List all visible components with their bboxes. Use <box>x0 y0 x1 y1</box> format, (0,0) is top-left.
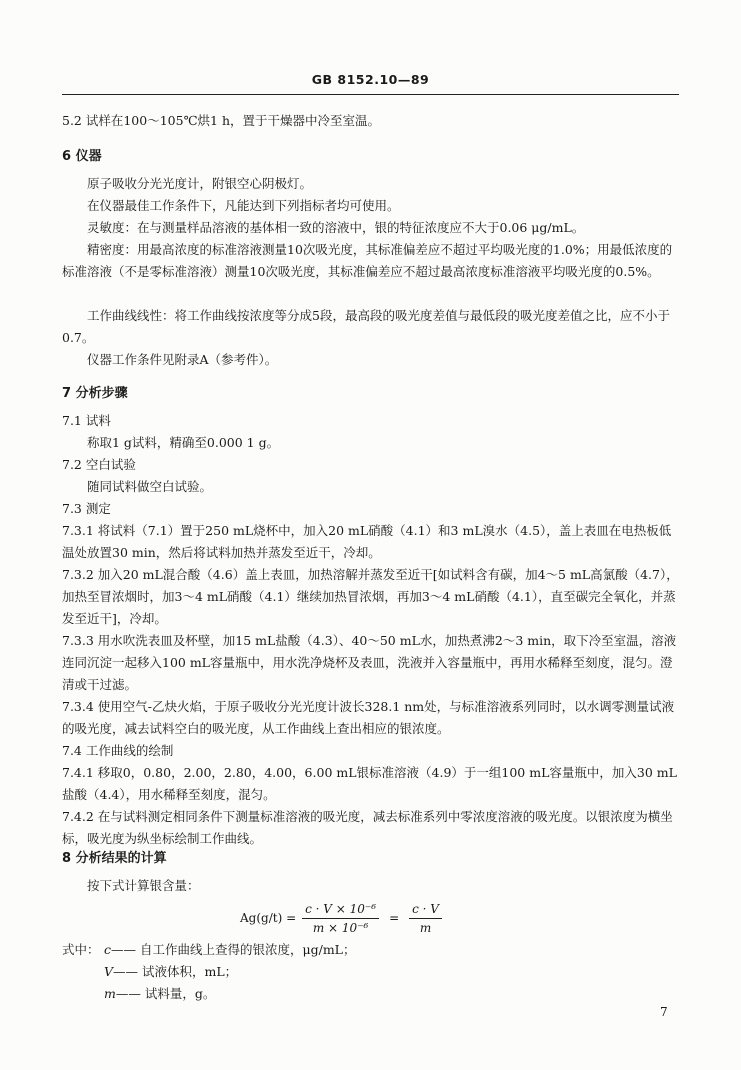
clause-7-1: 7.1 试料 <box>62 413 111 428</box>
sec6-para-2: 在仪器最佳工作条件下，凡能达到下列指标者均可使用。 <box>87 198 400 213</box>
sec8-intro: 按下式计算银含量： <box>87 878 200 893</box>
section-6-title: 6 仪器 <box>62 149 102 164</box>
clause-7-4-2: 7.4.2 在与试料测定相同条件下测量标准溶液的吸光度，减去标准系列中零浓度溶液的吸光度。以银浓度为横坐标，吸光度为纵坐标绘制工作曲线。 <box>62 809 673 846</box>
formula-fraction-1 <box>302 902 379 935</box>
formula-lhs: Ag(g/t) = <box>240 911 297 925</box>
section-8-title: 8 分析结果的计算 <box>62 851 167 866</box>
var-v-desc: —— 试液体积，mL； <box>113 964 238 979</box>
clause-7-1-text: 称取1 g试料，精确至0.000 1 g。 <box>87 435 280 450</box>
var-c-desc: —— 自工作曲线上查得的银浓度，μg/mL； <box>111 942 356 957</box>
clause-7-4-1: 7.4.1 移取0，0.80，2.00，2.80，4.00，6.00 mL银标准溶液（4.9）于一组100 mL容量瓶中，加入30 mL盐酸（4.4），用水稀释至刻度，混匀。 <box>62 765 677 802</box>
formula-denominator-1: m × 10⁻⁶ <box>312 920 369 935</box>
standard-number-header: GB 8152.10—89 <box>311 72 430 87</box>
clause-7-3-3: 7.3.3 用水吹洗表皿及杯壁，加15 mL盐酸（4.3）、40～50 mL水，加热煮沸2～3 min，取下冷至室温，溶液连同沉淀一起移入100 mL容量瓶中，用水洗净烧杯及表皿，洗液并入容量瓶中，再用水稀释至刻度，混匀。澄清或干过滤。 <box>62 633 677 692</box>
clause-5-2: 5.2 试样在100～105℃烘1 h，置于干燥器中冷至室温。 <box>62 113 381 128</box>
silver-content-formula <box>240 900 448 936</box>
var-m-symbol: m <box>104 986 116 1001</box>
clause-7-2-text: 随同试料做空白试验。 <box>87 479 213 494</box>
sec6-para-6: 仪器工作条件见附录A（参考件）。 <box>87 352 278 367</box>
formula-fraction-2 <box>409 902 442 935</box>
formula-denominator-2: m <box>419 920 432 935</box>
section-7-title: 7 分析步骤 <box>62 386 128 401</box>
var-m-desc: —— 试料量，g。 <box>115 986 216 1001</box>
where-label: 式中： <box>62 942 100 957</box>
sec6-para-5: 工作曲线线性：将工作曲线按浓度等分成5段，最高段的吸光度差值与最低段的吸光度差值之比，应不小于0.7。 <box>62 308 670 345</box>
clause-7-3-2: 7.3.2 加入20 mL混合酸（4.6）盖上表皿，加热溶解并蒸发至近干[如试料含有碳，加4～5 mL高氯酸（4.7），加热至冒浓烟时，加3～4 mL硝酸（4.1）继续加热冒浓烟，再加3～4 mL硝酸（4.1），直至碳完全氧化，并蒸发至近干]，冷却。 <box>62 567 679 626</box>
formula-numerator-2: c · V <box>409 902 442 919</box>
page-number: 7 <box>660 1005 668 1019</box>
clause-7-3: 7.3 测定 <box>62 501 111 516</box>
clause-7-3-1: 7.3.1 将试料（7.1）置于250 mL烧杯中，加入20 mL硝酸（4.1）和3 mL溴水（4.5），盖上表皿在电热板低温处放置30 min，然后将试料加热并蒸发至近干，冷却。 <box>62 523 672 560</box>
clause-7-2: 7.2 空白试验 <box>62 457 136 472</box>
var-v-symbol: V <box>104 964 114 979</box>
var-v <box>104 961 237 983</box>
sec6-para-3: 灵敏度：在与测量样品溶液的基体相一致的溶液中，银的特征浓度应不大于0.06 μg/mL。 <box>87 220 585 235</box>
clause-7-4: 7.4 工作曲线的绘制 <box>62 743 174 758</box>
clause-7-3-4: 7.3.4 使用空气-乙炔火焰，于原子吸收分光光度计波长328.1 nm处，与标准溶液系列同时，以水调零测量试液的吸光度，减去试料空白的吸光度，从工作曲线上查出相应的银浓度。 <box>62 699 675 736</box>
var-m <box>104 983 215 1005</box>
header-rule <box>62 94 679 95</box>
var-c <box>104 939 355 961</box>
var-c-symbol: c <box>104 942 112 957</box>
formula-numerator-1: c · V × 10⁻⁶ <box>302 902 379 919</box>
sec6-para-1: 原子吸收分光光度计，附银空心阴极灯。 <box>87 176 313 191</box>
sec6-para-4: 精密度：用最高浓度的标准溶液测量10次吸光度，其标准偏差应不超过平均吸光度的1.0%；用最低浓度的标准溶液（不是零标准溶液）测量10次吸光度，其标准偏差应不超过最高浓度标准溶液平均吸光度的0.5%。 <box>62 242 673 279</box>
formula-equals: = <box>389 911 400 925</box>
